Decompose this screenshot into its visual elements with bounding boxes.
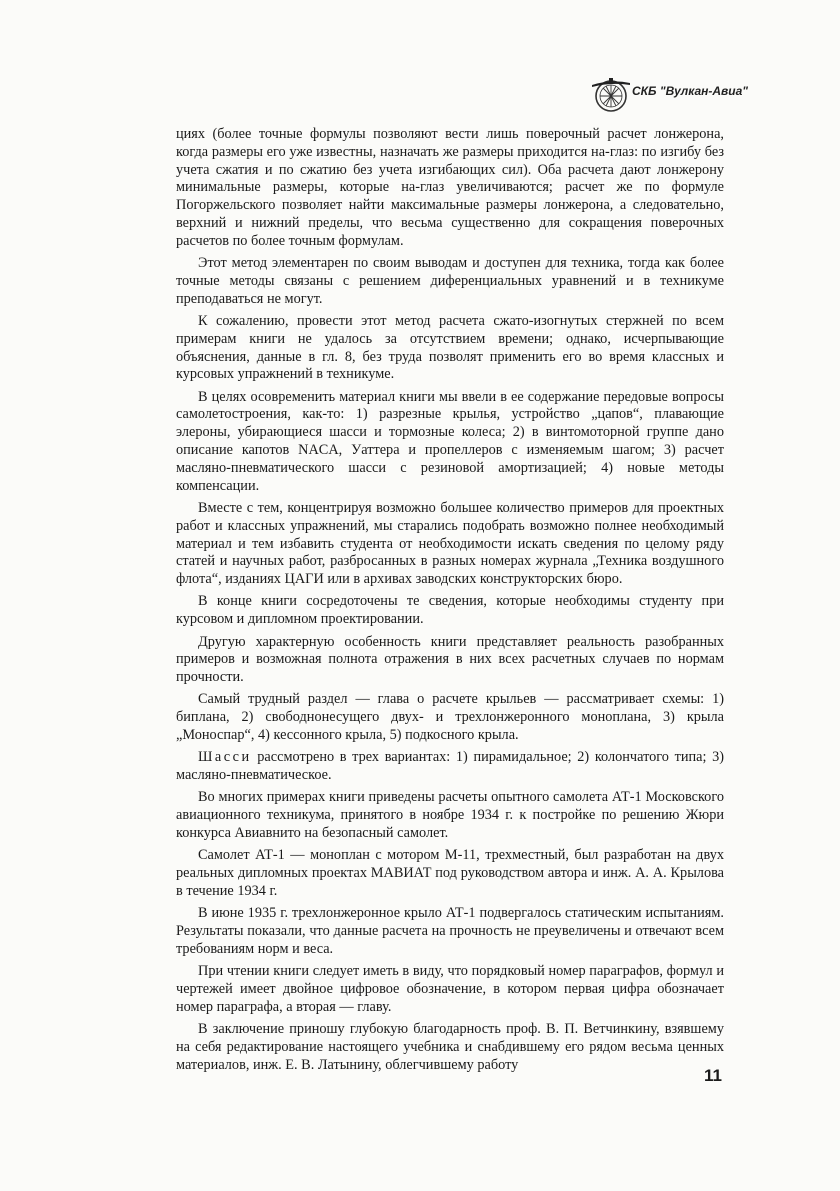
paragraph: Во многих примерах книги приведены расчеты опытного самолета АТ-1 Московского авиационного техникума, принятого в ноябре 1934 г. к постройке по решению Жюри конкурса Авиавнито на безопасный самолет.	[176, 789, 724, 841]
paragraph: В июне 1935 г. трехлонжеронное крыло АТ-1 подвергалось статическим испытаниям. Результаты показали, что данные расчета на прочность не преувеличены и отвечают всем требованиям норм и веса.	[176, 905, 724, 957]
page-number: 11	[704, 1066, 722, 1085]
paragraph: Этот метод элементарен по своим выводам и доступен для техника, тогда как более точные методы связаны с решением диференциальных уравнений и в техникуме преподаваться не могут.	[176, 255, 724, 307]
chassis-paragraph	[176, 749, 724, 785]
paragraph: К сожалению, провести этот метод расчета сжато-изогнутых стержней по всем примерам книги не удалось за отсутствием времени; однако, исчерпывающие объяснения, данные в гл. 8, без труда позволят применить его во время классных и курсовых упражнений в техникуме.	[176, 312, 724, 383]
paragraph: В целях осовременить материал книги мы ввели в ее содержание передовые вопросы самолетостроения, как-то: 1) разрезные крылья, устройство „цапов“, плавающие элероны, убирающиеся шасси и тормозные колеса; 2) в винтомоторной группе дано описание капотов NACA, Уаттера и пропеллеров с изменяемым шагом; 3) расчет масляно-пневматического шасси с резиновой амортизацией; 4) новые методы компенсации.	[176, 388, 724, 494]
publisher-brand: СКБ "Вулкан-Авиа"	[632, 84, 748, 98]
propeller-ring-logo-icon	[590, 72, 632, 114]
paragraph: Другую характерную особенность книги представляет реальность разобранных примеров и возможная полнота отражения в них всех расчетных случаев по нормам прочности.	[176, 633, 724, 686]
paragraph: При чтении книги следует иметь в виду, что порядковый номер параграфов, формул и чертежей имеет двойное цифровое обозначение, в котором первая цифра обозначает номер параграфа, а вторая — главу.	[176, 963, 724, 1015]
paragraph-rest: рассмотрено в трех вариантах: 1) пирамидальное; 2) колончатого типа; 3) масляно-пневматическое.	[176, 749, 724, 784]
paragraph: Вместе с тем, концентрируя возможно большее количество примеров для проектных работ и классных упражнений, мы старались подобрать возможно полнее необходимый материал и тем избавить студента от необходимости искать сведения по целому ряду статей и научных работ, разбросанных в разных номерах журнала „Техника воздушного флота“, изданиях ЦАГИ или в архивах заводских конструкторских бюро.	[176, 499, 724, 588]
paragraph: В заключение приношу глубокую благодарность проф. В. П. Ветчинкину, взявшему на себя редактирование настоящего учебника и снабдившему его рядом весьма ценных материалов, инж. Е. В. Латынину, облегчившему работу	[176, 1020, 724, 1073]
paragraph: циях (более точные формулы позволяют вести лишь поверочный расчет лонжерона, когда размеры его уже известны, назначать же размеры приходится на-глаз: по изгибу без учета сжатия и по сжатию без учета изгибающих сил). Оба расчета дают лонжерону минимальные размеры, которые на-глаз увеличиваются; расчет же по формуле Погоржельского позволяет найти максимальные размеры лонжерона, а следовательно, верхний и нижний пределы, что весьма существенно для сокращения поверочных расчетов по более точным формулам.	[176, 126, 724, 249]
body-text	[176, 126, 724, 1079]
spaced-term: Шасси	[198, 749, 252, 766]
paragraph: Самый трудный раздел — глава о расчете крыльев — рассматривает схемы: 1) биплана, 2) свободнонесущего двух- и трехлонжеронного моноплана, 3) крыла „Моноспар“, 4) кессонного крыла, 5) подкосного крыла.	[176, 691, 724, 743]
paragraph: Самолет АТ-1 — моноплан с мотором М-11, трехместный, был разработан на двух реальных дипломных проектах МАВИАТ под руководством автора и инж. А. А. Крылова в течение 1934 г.	[176, 847, 724, 899]
paragraph: В конце книги сосредоточены те сведения, которые необходимы студенту при курсовом и дипломном проектировании.	[176, 593, 724, 628]
